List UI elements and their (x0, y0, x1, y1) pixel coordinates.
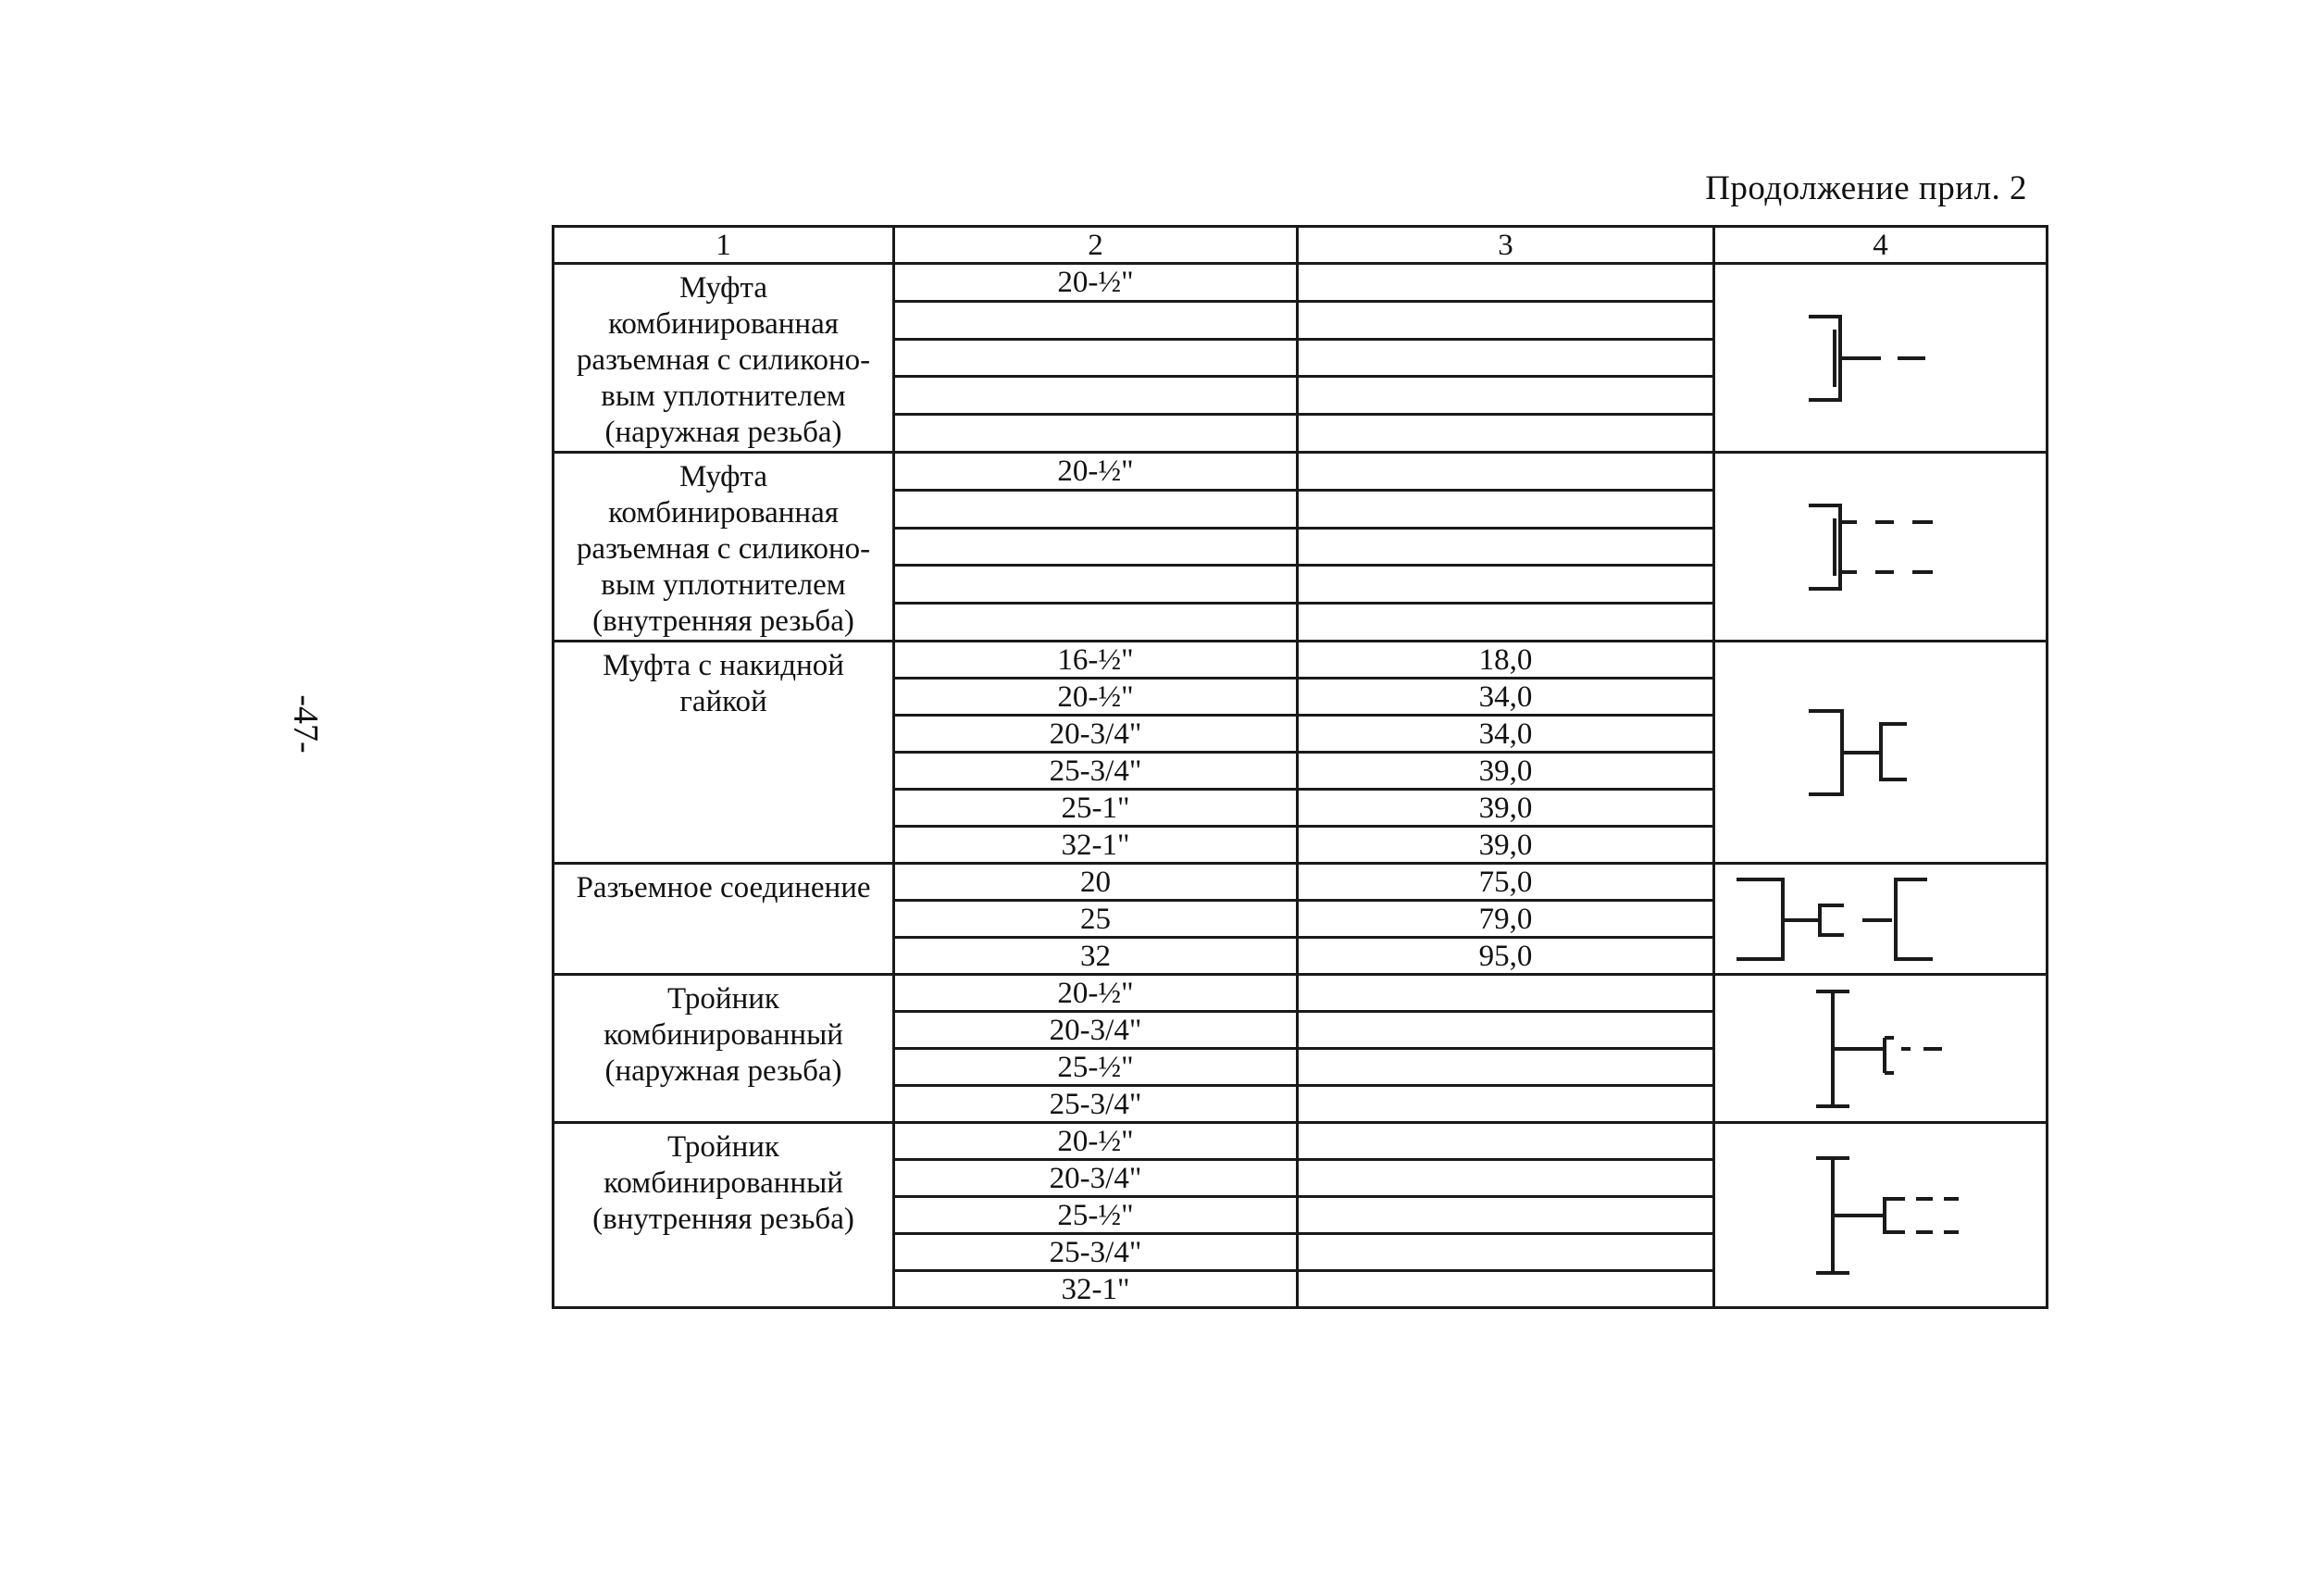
size-cell: 20-3/4" (894, 716, 1298, 753)
item-name-line: комбинированная (608, 496, 839, 530)
symbol-cell (1714, 264, 2048, 453)
item-name-cell (554, 864, 894, 975)
item-name-line: вым уплотнителем (601, 380, 846, 413)
item-name-line: (внутренняя резьба) (592, 605, 854, 638)
table-row (554, 1123, 2048, 1160)
value-cell (1298, 415, 1714, 453)
size-cell: 20-½" (894, 264, 1298, 302)
value-cell (1298, 339, 1714, 377)
item-name-cell (554, 642, 894, 864)
symbol-stroke (1737, 879, 1783, 959)
table-row (554, 864, 2048, 901)
size-cell (894, 377, 1298, 415)
size-cell (894, 490, 1298, 528)
symbol-cell (1714, 1123, 2048, 1308)
coupling-external-thread-icon (1798, 307, 1964, 409)
item-name-line: комбинированный (604, 1018, 843, 1052)
value-cell: 39,0 (1298, 827, 1714, 864)
size-cell: 25-½" (894, 1049, 1298, 1086)
value-cell: 39,0 (1298, 790, 1714, 827)
table-row (554, 642, 2048, 679)
value-cell (1298, 264, 1714, 302)
value-cell (1298, 377, 1714, 415)
value-cell (1298, 301, 1714, 339)
size-cell (894, 301, 1298, 339)
symbol-stroke (1896, 879, 1933, 959)
item-name-line: Разъемное соединение (576, 871, 871, 904)
value-cell (1298, 1234, 1714, 1271)
column-header: 1 (554, 227, 894, 264)
value-cell: 34,0 (1298, 716, 1714, 753)
symbol-cell (1714, 642, 2048, 864)
coupling-internal-thread-icon (1798, 496, 1964, 598)
item-name-line: комбинированный (604, 1166, 843, 1200)
size-cell: 20-½" (894, 453, 1298, 491)
value-cell (1298, 1049, 1714, 1086)
item-name-line: разъемная с силиконо- (576, 343, 871, 377)
column-header: 4 (1714, 227, 2048, 264)
size-cell: 25-3/4" (894, 1086, 1298, 1123)
value-cell (1298, 528, 1714, 566)
tee-internal-thread-icon (1788, 1151, 1973, 1280)
item-name-cell (554, 975, 894, 1123)
item-name-line: (наружная резьба) (604, 416, 842, 449)
size-cell (894, 528, 1298, 566)
item-name-line: разъемная с силиконо- (576, 532, 871, 566)
item-name-cell (554, 453, 894, 642)
size-cell: 16-½" (894, 642, 1298, 679)
size-cell (894, 415, 1298, 453)
size-cell: 20-½" (894, 975, 1298, 1012)
item-name-cell (554, 1123, 894, 1308)
size-cell: 25-3/4" (894, 753, 1298, 790)
item-name-cell (554, 264, 894, 453)
symbol-cell (1714, 864, 2048, 975)
value-cell (1298, 1160, 1714, 1197)
value-cell (1298, 975, 1714, 1012)
table-row (554, 453, 2048, 491)
size-cell: 32 (894, 938, 1298, 975)
item-name-line: Тройник (667, 1130, 779, 1164)
symbol-stroke (1809, 711, 1842, 794)
value-cell: 79,0 (1298, 901, 1714, 938)
symbol-cell (1714, 453, 2048, 642)
value-cell (1298, 1271, 1714, 1308)
column-header: 3 (1298, 227, 1714, 264)
size-cell (894, 604, 1298, 642)
size-cell: 25-1" (894, 790, 1298, 827)
value-cell (1298, 1123, 1714, 1160)
tee-external-thread-icon (1788, 984, 1973, 1114)
size-cell: 25 (894, 901, 1298, 938)
symbol-stroke (1885, 1199, 1905, 1232)
size-cell: 20-3/4" (894, 1012, 1298, 1049)
detachable-joint-icon (1724, 868, 2038, 970)
symbol-stroke (1881, 724, 1907, 779)
caption: Продолжение прил. 2 (1705, 169, 2027, 207)
size-cell: 20-½" (894, 679, 1298, 716)
union-nut-coupling-icon (1798, 702, 1964, 804)
header-row (554, 227, 2048, 264)
size-cell: 25-3/4" (894, 1234, 1298, 1271)
value-cell: 75,0 (1298, 864, 1714, 901)
value-cell (1298, 1012, 1714, 1049)
item-name-line: Тройник (667, 982, 779, 1016)
appendix-table (552, 225, 2048, 1309)
column-header: 2 (894, 227, 1298, 264)
value-cell (1298, 453, 1714, 491)
table-row (554, 264, 2048, 302)
size-cell (894, 339, 1298, 377)
size-cell: 20-3/4" (894, 1160, 1298, 1197)
size-cell (894, 566, 1298, 604)
value-cell: 95,0 (1298, 938, 1714, 975)
item-name-line: Муфта с накидной (603, 649, 844, 682)
value-cell: 18,0 (1298, 642, 1714, 679)
page-number: -47- (286, 694, 325, 754)
size-cell: 20 (894, 864, 1298, 901)
value-cell (1298, 1197, 1714, 1234)
item-name-line: вым уплотнителем (601, 568, 846, 602)
item-name-line: комбинированная (608, 307, 839, 341)
value-cell (1298, 490, 1714, 528)
size-cell: 25-½" (894, 1197, 1298, 1234)
value-cell (1298, 566, 1714, 604)
size-cell: 32-1" (894, 827, 1298, 864)
item-name-line: (внутренняя резьба) (592, 1203, 854, 1236)
item-name-line: (наружная резьба) (604, 1054, 842, 1088)
symbol-cell (1714, 975, 2048, 1123)
size-cell: 20-½" (894, 1123, 1298, 1160)
item-name-line: Муфта (678, 271, 768, 305)
size-cell: 32-1" (894, 1271, 1298, 1308)
item-name-line: Муфта (678, 460, 768, 493)
value-cell: 39,0 (1298, 753, 1714, 790)
item-name-line: гайкой (679, 685, 767, 718)
table-row (554, 975, 2048, 1012)
symbol-stroke (1820, 905, 1844, 935)
value-cell (1298, 1086, 1714, 1123)
value-cell: 34,0 (1298, 679, 1714, 716)
value-cell (1298, 604, 1714, 642)
